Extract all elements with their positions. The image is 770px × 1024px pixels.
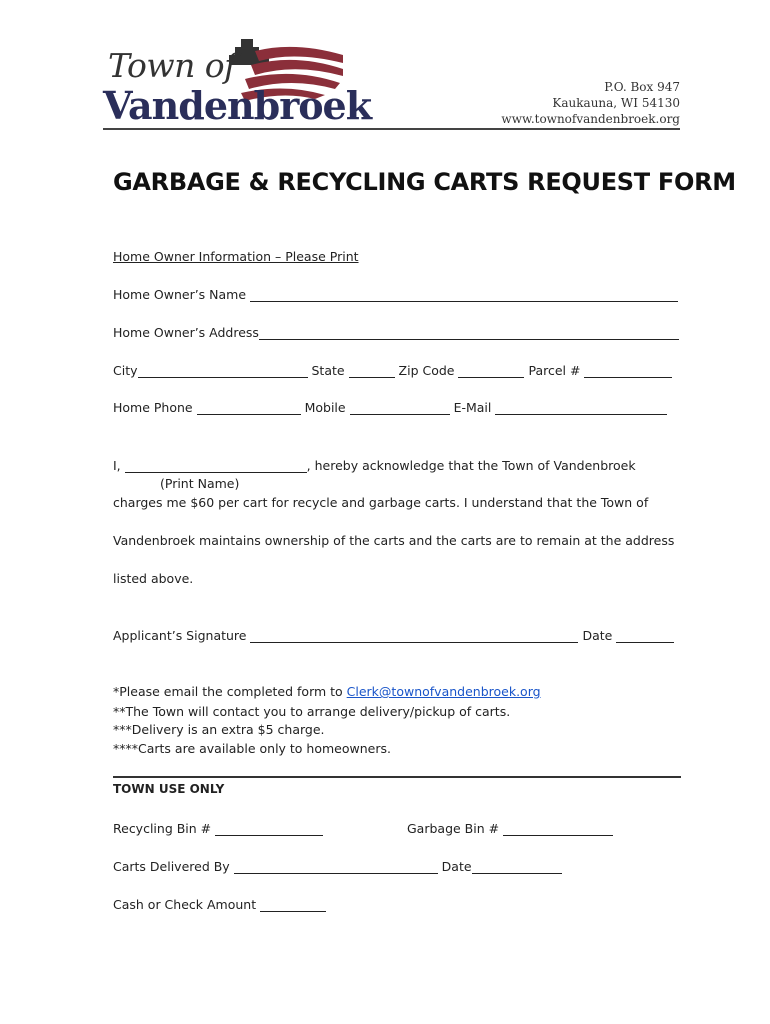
- state-field[interactable]: [349, 364, 395, 378]
- delivered-date-label: Date: [441, 859, 472, 874]
- parcel-label: Parcel #: [528, 363, 581, 378]
- zip-label: Zip Code: [398, 363, 455, 378]
- name-label: Home Owner’s Name: [113, 287, 247, 302]
- name-field[interactable]: [250, 288, 678, 302]
- email-label: E-Mail: [453, 400, 492, 415]
- print-name-field[interactable]: [125, 459, 307, 473]
- ack-suffix: , hereby acknowledge that the Town of Vandenbroek: [306, 458, 636, 473]
- address-field[interactable]: [259, 326, 679, 340]
- garbage-bin-field[interactable]: [503, 822, 613, 836]
- state-label: State: [311, 363, 345, 378]
- signature-label: Applicant’s Signature: [113, 628, 247, 643]
- parcel-field[interactable]: [584, 364, 672, 378]
- address-line-2: Kaukauna, WI 54130: [552, 96, 680, 110]
- city-label: City: [113, 363, 138, 378]
- mobile-label: Mobile: [304, 400, 346, 415]
- signature-date-field[interactable]: [616, 629, 674, 643]
- garbage-label: Garbage Bin #: [407, 821, 500, 836]
- print-name-caption: (Print Name): [160, 476, 240, 491]
- amount-label: Cash or Check Amount: [113, 897, 257, 912]
- address-row: [113, 325, 679, 340]
- name-row: [113, 287, 678, 302]
- header-divider: [103, 128, 680, 130]
- acknowledgement-row: [113, 458, 636, 473]
- town-use-heading: TOWN USE ONLY: [113, 782, 225, 796]
- town-use-divider: [113, 776, 681, 778]
- signature-row: [113, 628, 674, 643]
- note-2: **The Town will contact you to arrange delivery/pickup of carts.: [113, 704, 511, 719]
- delivered-label: Carts Delivered By: [113, 859, 230, 874]
- ack-prefix: I,: [113, 458, 121, 473]
- address-line-3: www.townofvandenbroek.org: [501, 112, 680, 126]
- mobile-field[interactable]: [350, 401, 450, 415]
- clerk-email-link[interactable]: Clerk@townofvandenbroek.org: [346, 684, 541, 699]
- recycling-label: Recycling Bin #: [113, 821, 212, 836]
- address-label: Home Owner’s Address: [113, 325, 259, 340]
- zip-field[interactable]: [458, 364, 524, 378]
- logo-town-text: Town of: [108, 46, 236, 85]
- home-phone-label: Home Phone: [113, 400, 193, 415]
- note-3: ***Delivery is an extra $5 charge.: [113, 722, 325, 737]
- ack-line-3: Vandenbroek maintains ownership of the carts and the carts are to remain at the address: [113, 533, 675, 548]
- address-line-1: P.O. Box 947: [604, 80, 680, 94]
- delivered-date-field[interactable]: [472, 860, 562, 874]
- note-1: [113, 684, 541, 699]
- delivered-by-field[interactable]: [234, 860, 438, 874]
- signature-field[interactable]: [250, 629, 578, 643]
- note-1-text: *Please email the completed form to: [113, 684, 347, 699]
- amount-row: [113, 897, 326, 912]
- city-field[interactable]: [138, 364, 308, 378]
- delivered-row: [113, 859, 562, 874]
- ack-line-2: charges me $60 per cart for recycle and garbage carts. I understand that the Town of: [113, 495, 649, 510]
- city-row: [113, 363, 672, 378]
- recycling-row: [113, 821, 323, 836]
- signature-date-label: Date: [582, 628, 613, 643]
- garbage-row: [407, 821, 613, 836]
- logo-name-text: Vandenbroek: [103, 83, 372, 128]
- phone-row: [113, 400, 667, 415]
- recycling-bin-field[interactable]: [215, 822, 323, 836]
- amount-field[interactable]: [260, 898, 326, 912]
- home-phone-field[interactable]: [197, 401, 301, 415]
- form-title: GARBAGE & RECYCLING CARTS REQUEST FORM: [113, 168, 736, 196]
- note-4: ****Carts are available only to homeowners.: [113, 741, 391, 756]
- email-field[interactable]: [495, 401, 667, 415]
- ack-line-4: listed above.: [113, 571, 194, 586]
- section-heading: Home Owner Information – Please Print: [113, 249, 359, 264]
